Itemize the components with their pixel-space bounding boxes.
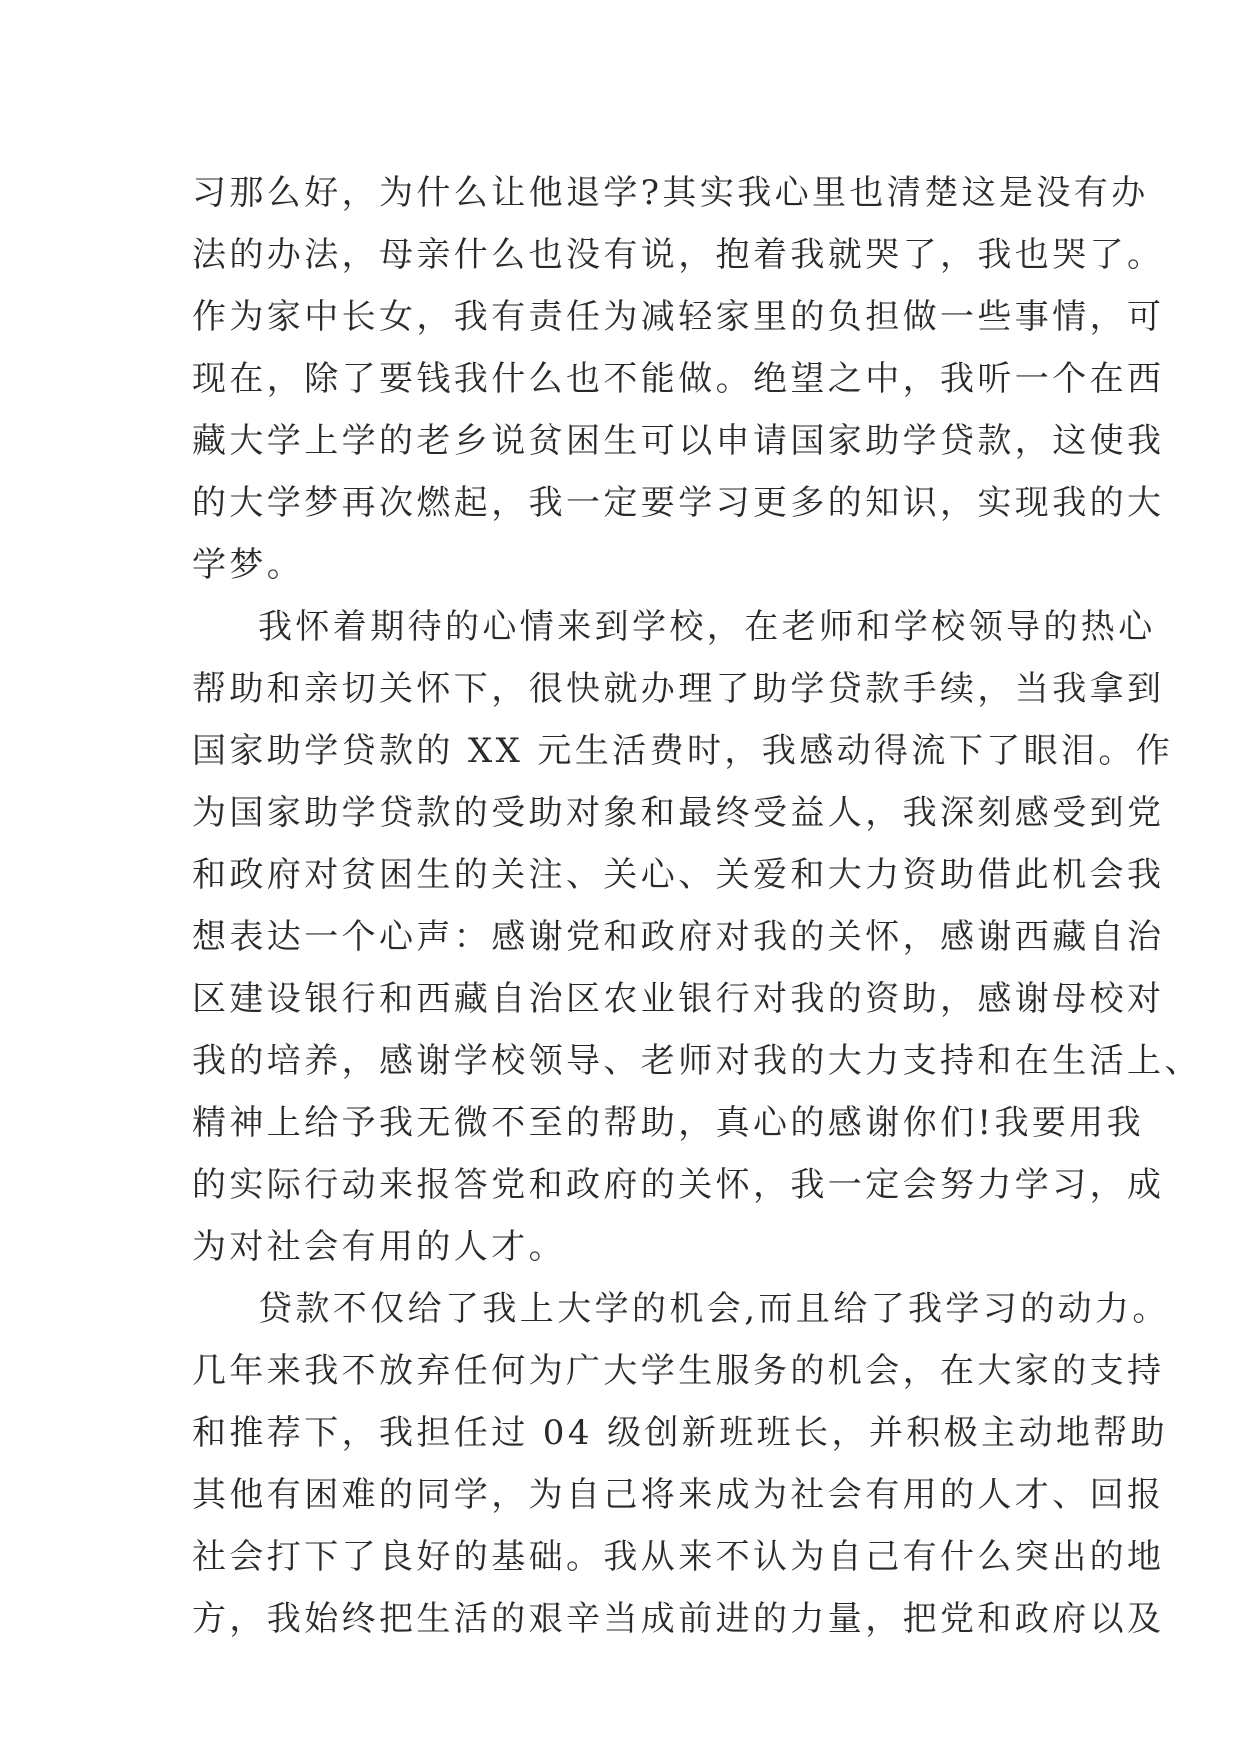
document-body <box>192 162 1202 1650</box>
text-line: 几年来我不放弃任何为广大学生服务的机会，在大家的支持 <box>192 1351 1165 1391</box>
text-line: 现在，除了要钱我什么也不能做。绝望之中，我听一个在西 <box>192 359 1165 399</box>
text-line: 我怀着期待的心情来到学校，在老师和学校领导的热心 <box>258 607 1156 647</box>
text-line: 社会打下了良好的基础。我从来不认为自己有什么突出的地 <box>192 1537 1165 1577</box>
text-line: 我的培养，感谢学校领导、老师对我的大力支持和在生活上、 <box>192 1041 1202 1081</box>
text-line: 帮助和亲切关怀下，很快就办理了助学贷款手续，当我拿到 <box>192 669 1165 709</box>
paragraph-1 <box>192 162 1165 596</box>
text-line: 想表达一个心声：感谢党和政府对我的关怀，感谢西藏自治 <box>192 917 1165 957</box>
text-line: 区建设银行和西藏自治区农业银行对我的资助，感谢母校对 <box>192 979 1165 1019</box>
text-line: 的大学梦再次燃起，我一定要学习更多的知识，实现我的大 <box>192 483 1165 523</box>
text-line: 精神上给予我无微不至的帮助，真心的感谢你们!我要用我 <box>192 1103 1145 1143</box>
text-line: 为对社会有用的人才。 <box>192 1227 566 1267</box>
text-line: 习那么好，为什么让他退学?其实我心里也清楚这是没有办 <box>192 173 1149 213</box>
text-line: 其他有困难的同学，为自己将来成为社会有用的人才、回报 <box>192 1475 1165 1515</box>
text-line: 和推荐下，我担任过 04 级创新班班长，并积极主动地帮助 <box>192 1413 1169 1453</box>
text-line: 和政府对贫困生的关注、关心、关爱和大力资助借此机会我 <box>192 855 1165 895</box>
text-line: 学梦。 <box>192 545 305 585</box>
text-line: 为国家助学贷款的受助对象和最终受益人，我深刻感受到党 <box>192 793 1165 833</box>
text-line: 方，我始终把生活的艰辛当成前进的力量，把党和政府以及 <box>192 1599 1165 1639</box>
text-line: 作为家中长女，我有责任为减轻家里的负担做一些事情，可 <box>192 297 1165 337</box>
text-line: 贷款不仅给了我上大学的机会,而且给了我学习的动力。 <box>258 1289 1170 1329</box>
text-line: 法的办法，母亲什么也没有说，抱着我就哭了，我也哭了。 <box>192 235 1165 275</box>
paragraph-2 <box>192 596 1202 1278</box>
text-line: 国家助学贷款的 XX 元生活费时，我感动得流下了眼泪。作 <box>192 731 1174 771</box>
paragraph-3 <box>192 1278 1170 1650</box>
text-line: 的实际行动来报答党和政府的关怀，我一定会努力学习，成 <box>192 1165 1165 1205</box>
text-line: 藏大学上学的老乡说贫困生可以申请国家助学贷款，这使我 <box>192 421 1165 461</box>
